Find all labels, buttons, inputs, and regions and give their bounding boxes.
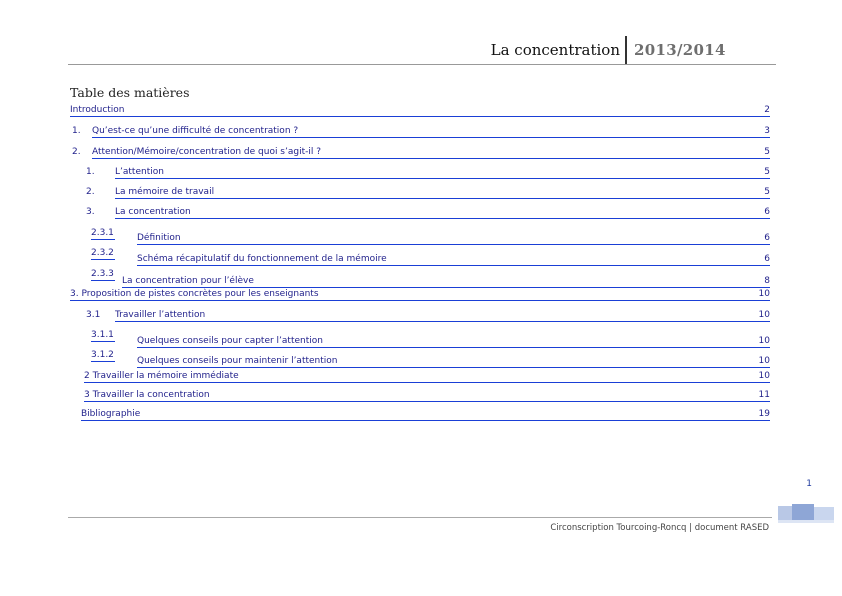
toc-entry-text[interactable]: 3. Proposition de pistes concrètes pour les enseignants (70, 289, 319, 299)
toc-entry-underline (91, 239, 115, 240)
toc-heading: Table des matières (70, 85, 190, 100)
header-rule (68, 64, 776, 65)
toc-entry-page[interactable]: 10 (758, 336, 770, 346)
toc-entry-underline (91, 361, 115, 362)
toc-entry-page[interactable]: 10 (758, 371, 770, 381)
toc-entry-number: 3.1 (86, 310, 101, 320)
toc-entry-text[interactable]: Travailler l’attention (115, 310, 206, 320)
toc-entry-text[interactable]: La mémoire de travail (115, 187, 215, 197)
toc-entry-number: 1. (72, 126, 81, 136)
toc-entry-underline (122, 287, 770, 288)
toc-entry-underline (115, 218, 770, 219)
toc-entry-page[interactable]: 2 (764, 105, 770, 115)
toc-entry-text[interactable]: Introduction (70, 105, 125, 115)
header-separator (625, 36, 627, 64)
toc-entry-page[interactable]: 10 (758, 356, 770, 366)
toc-entry-text[interactable]: Quelques conseils pour capter l’attention (137, 336, 323, 346)
toc-entry-underline (91, 341, 115, 342)
toc-entry-number: 2.3.3 (91, 269, 114, 279)
toc-entry-page[interactable]: 5 (764, 187, 770, 197)
toc-entry-page[interactable]: 6 (764, 233, 770, 243)
toc-entry-underline (115, 178, 770, 179)
toc-entry-number: 1. (86, 167, 95, 177)
toc-entry-number: 3.1.2 (91, 350, 114, 360)
toc-entry-text[interactable]: 3 Travailler la concentration (84, 390, 210, 400)
toc-entry-text[interactable]: Quelques conseils pour maintenir l’attention (137, 356, 338, 366)
toc-entry-page[interactable]: 8 (764, 276, 770, 286)
toc-entry-page[interactable]: 10 (758, 289, 770, 299)
toc-entry-underline (92, 137, 770, 138)
footer-banner-decoration (778, 502, 834, 524)
toc-entry-underline (92, 158, 770, 159)
toc-entry-text[interactable]: L’attention (115, 167, 164, 177)
footer-rule (68, 517, 772, 518)
toc-entry-text[interactable]: Définition (137, 233, 181, 243)
toc-entry-underline (91, 280, 115, 281)
toc-entry-page[interactable]: 5 (764, 167, 770, 177)
toc-entry-text[interactable]: La concentration pour l’élève (122, 276, 254, 286)
toc-entry-text[interactable]: Schéma récapitulatif du fonctionnement de la mémoire (137, 254, 387, 264)
document-title: La concentration (490, 41, 620, 59)
toc-entry-underline (70, 116, 770, 117)
toc-entry-text[interactable]: La concentration (115, 207, 191, 217)
toc-entry-underline (137, 367, 770, 368)
toc-entry-text[interactable]: Attention/Mémoire/concentration de quoi s’agit-il ? (92, 147, 321, 157)
toc-entry-underline (81, 420, 770, 421)
toc-entry-underline (70, 300, 770, 301)
toc-entry-number: 2. (86, 187, 95, 197)
toc-entry-underline (84, 401, 770, 402)
toc-entry-underline (137, 244, 770, 245)
toc-entry-page[interactable]: 10 (758, 310, 770, 320)
toc-entry-underline (115, 198, 770, 199)
toc-entry-underline (84, 382, 770, 383)
toc-entry-number: 3. (86, 207, 95, 217)
toc-entry-page[interactable]: 6 (764, 254, 770, 264)
toc-entry-page[interactable]: 19 (758, 409, 770, 419)
toc-entry-underline (115, 321, 770, 322)
toc-entry-number: 2.3.2 (91, 248, 114, 258)
toc-entry-page[interactable]: 5 (764, 147, 770, 157)
footer-text: Circonscription Tourcoing-Roncq | document RASED (550, 523, 769, 533)
toc-entry-underline (91, 259, 115, 260)
toc-entry-page[interactable]: 6 (764, 207, 770, 217)
toc-entry-number: 3.1.1 (91, 330, 114, 340)
toc-entry-page[interactable]: 11 (758, 390, 770, 400)
school-year: 2013/2014 (634, 41, 726, 59)
toc-entry-number: 2.3.1 (91, 228, 114, 238)
page-number: 1 (806, 479, 812, 489)
page-header (0, 36, 842, 66)
toc-entry-text[interactable]: Bibliographie (81, 409, 141, 419)
toc-entry-text[interactable]: Qu’est-ce qu’une difficulté de concentration ? (92, 126, 299, 136)
toc-entry-underline (137, 265, 770, 266)
toc-entry-text[interactable]: 2 Travailler la mémoire immédiate (84, 371, 239, 381)
toc-entry-number: 2. (72, 147, 81, 157)
toc-entry-underline (137, 347, 770, 348)
toc-entry-page[interactable]: 3 (764, 126, 770, 136)
